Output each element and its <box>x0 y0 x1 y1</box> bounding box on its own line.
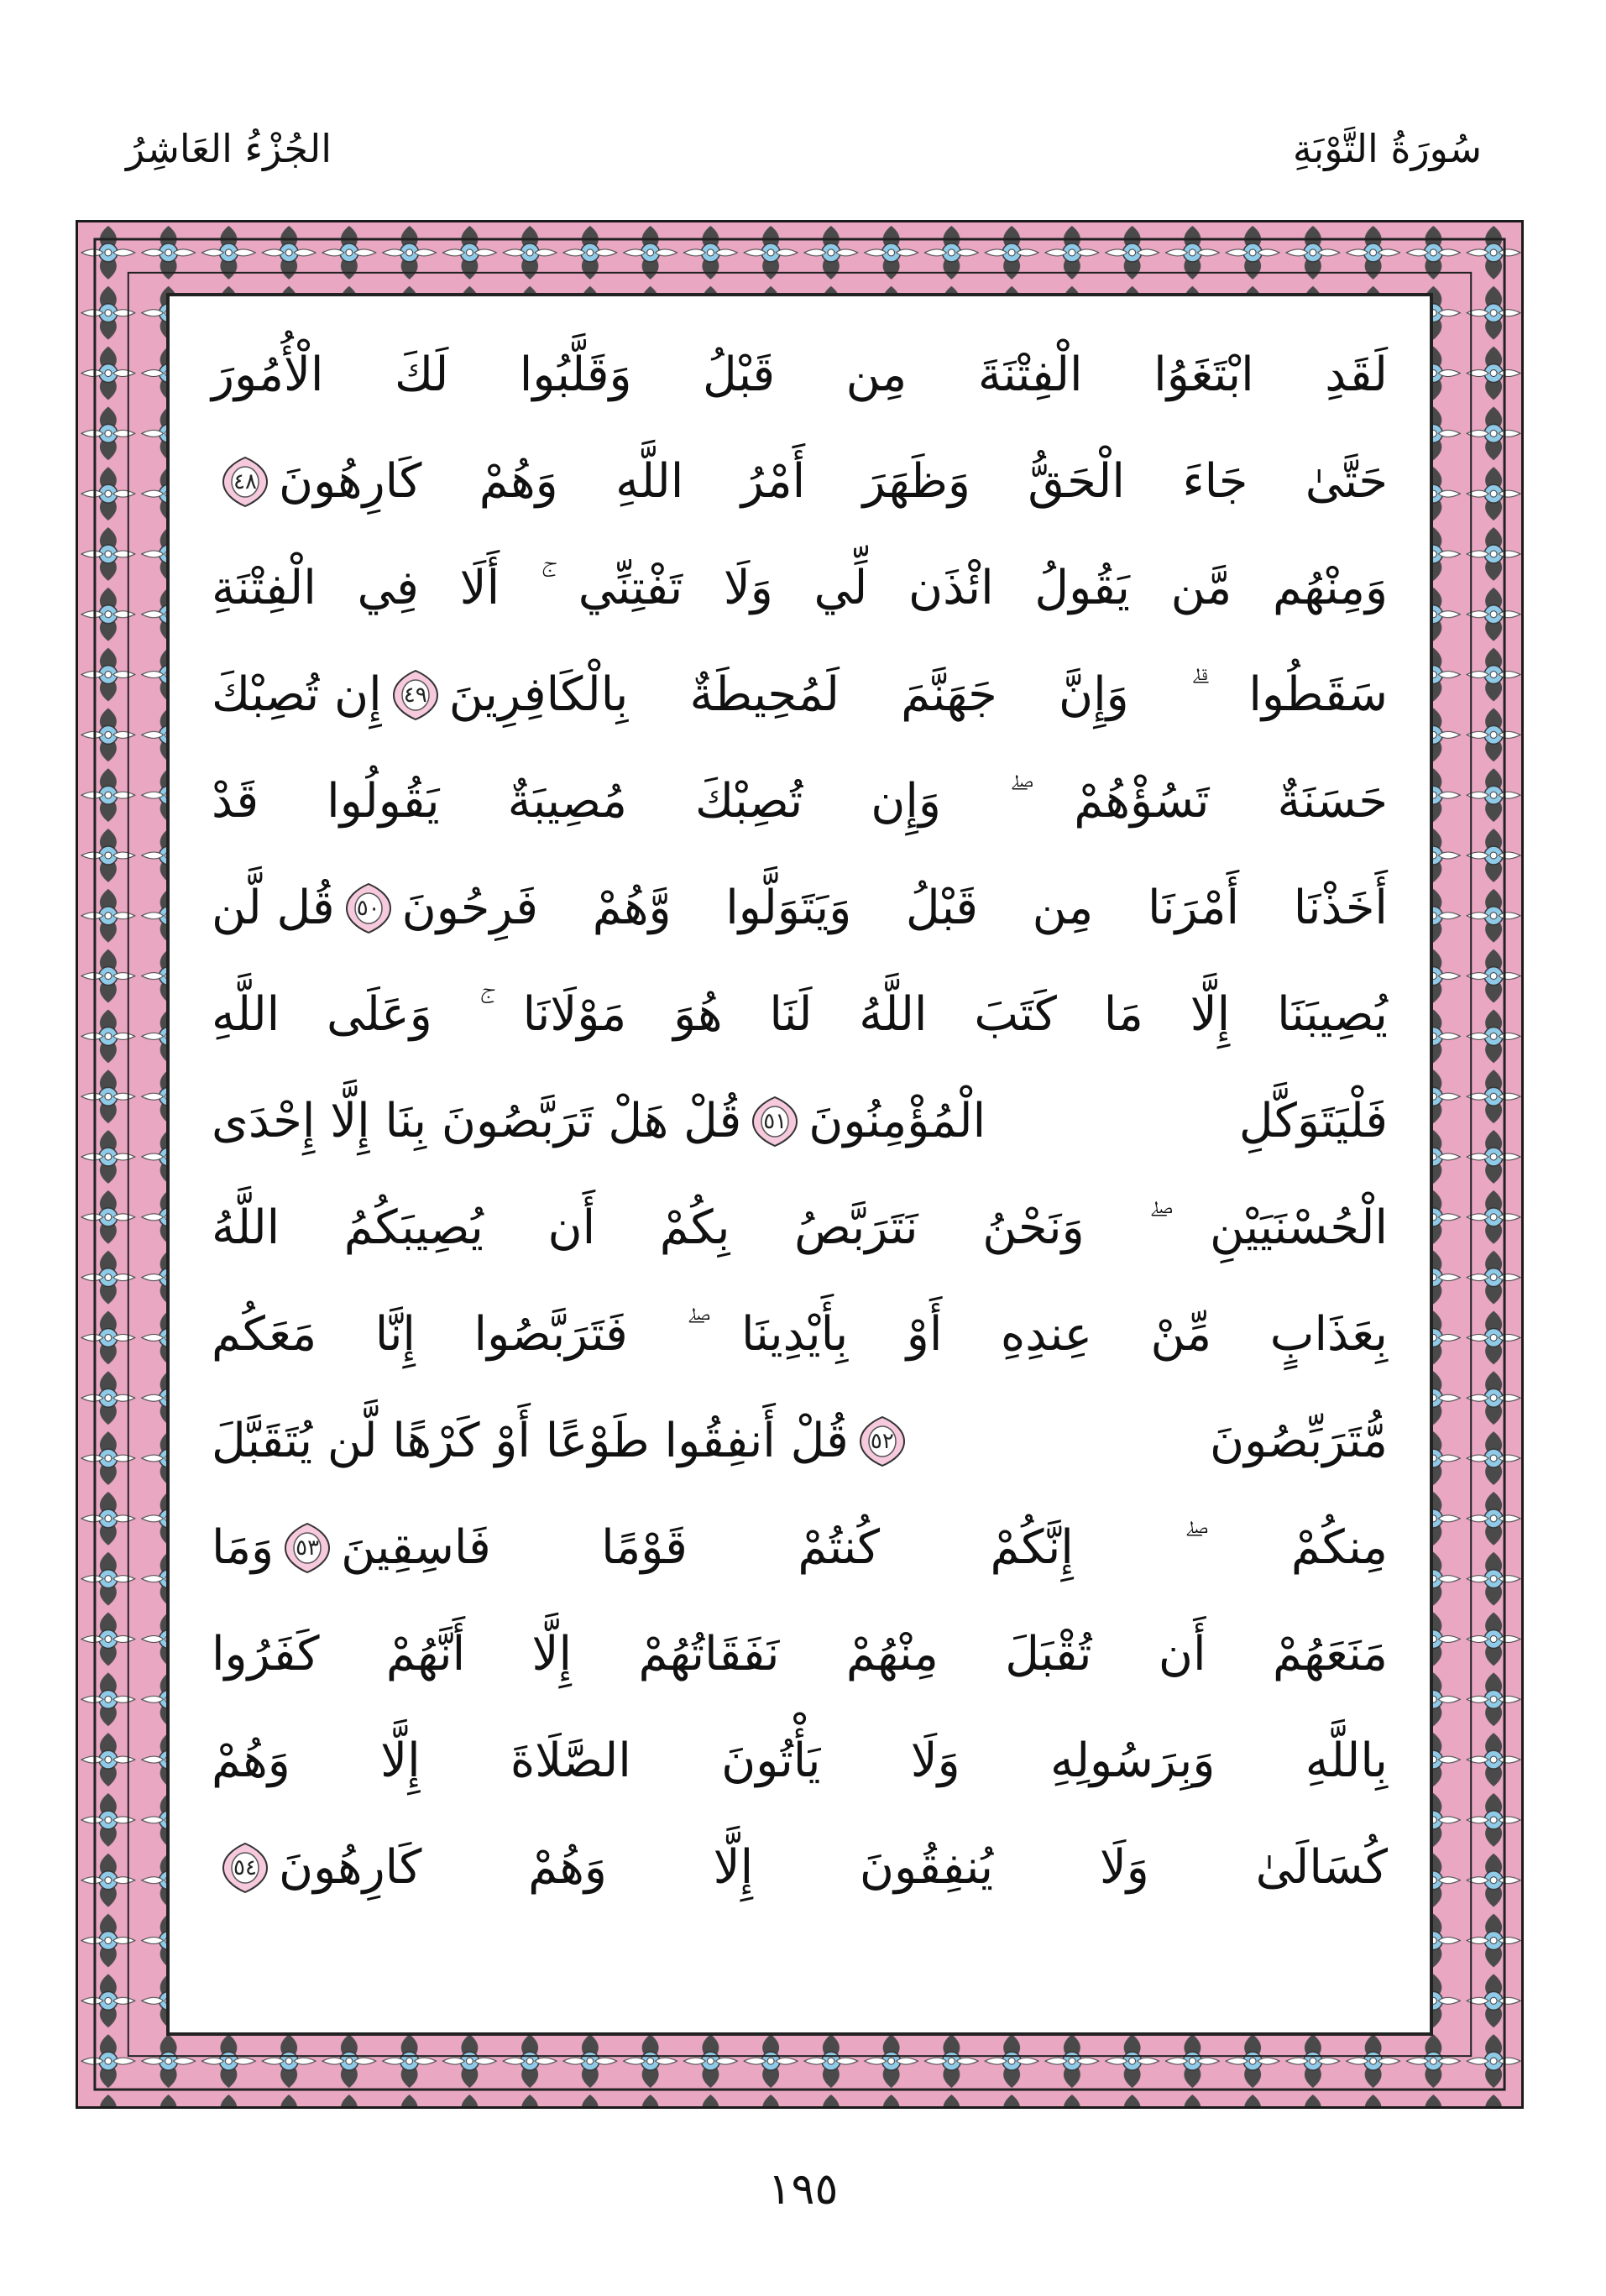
verse-line <box>212 1281 1388 1388</box>
surah-title: سُورَةُ التَّوْبَةِ <box>1292 126 1482 171</box>
verse-text: كُسَالَىٰ وَلَا يُنفِقُونَ إِلَّا وَهُمْ كَارِهُونَ <box>279 1840 1388 1895</box>
verse-text: مِنكُمْ ۖ إِنَّكُمْ كُنتُمْ قَوْمًا فَاسِقِينَ <box>341 1519 1388 1575</box>
verse-text: حَتَّىٰ جَاءَ الْحَقُّ وَظَهَرَ أَمْرُ اللَّهِ وَهُمْ كَارِهُونَ <box>279 454 1388 509</box>
verse-line <box>212 961 1388 1068</box>
ayah-marker-icon <box>390 669 441 721</box>
verse-line <box>212 641 1388 748</box>
verse-text-continued: قُلْ أَنفِقُوا طَوْعًا أَوْ كَرْهًا لَّن يُتَقَبَّلَ <box>212 1414 849 1468</box>
verse-text: وَمِنْهُم مَّن يَقُولُ ائْذَن لِّي وَلَا تَفْتِنِّي ۚ أَلَا فِي الْفِتْنَةِ <box>212 560 1388 615</box>
juz-title: الجُزْءُ العَاشِرُ <box>126 126 332 171</box>
verse-line <box>212 1068 1388 1174</box>
verse-text: سَقَطُوا ۗ وَإِنَّ جَهَنَّمَ لَمُحِيطَةٌ بِالْكَافِرِينَ <box>448 667 1388 722</box>
verse-line <box>212 1601 1388 1708</box>
verse-text-continued: قُلْ هَلْ تَرَبَّصُونَ بِنَا إِلَّا إِحْدَى <box>212 1094 742 1148</box>
verse-line <box>212 322 1388 428</box>
verse-text: أَخَذْنَا أَمْرَنَا مِن قَبْلُ وَيَتَوَلَّوا وَّهُمْ فَرِحُونَ <box>401 881 1388 935</box>
ayah-marker-icon <box>282 1522 332 1574</box>
verse-text: فَلْيَتَوَكَّلِ الْمُؤْمِنُونَ <box>808 1094 1388 1148</box>
ayah-number: ٤٩ <box>403 682 427 708</box>
text-panel <box>166 293 1433 2036</box>
verse-line <box>212 855 1388 961</box>
verse-text-continued: إِن تُصِبْكَ <box>212 667 382 722</box>
verse-text: لَقَدِ ابْتَغَوُا الْفِتْنَةَ مِن قَبْلُ وَقَلَّبُوا لَكَ الْأُمُورَ <box>212 348 1388 402</box>
verse-text: حَسَنَةٌ تَسُؤْهُمْ ۖ وَإِن تُصِبْكَ مُصِيبَةٌ يَقُولُوا قَدْ <box>212 773 1388 829</box>
verse-lines <box>212 322 1388 2007</box>
verse-text: الْحُسْنَيَيْنِ ۖ وَنَحْنُ نَتَرَبَّصُ بِكُمْ أَن يُصِيبَكُمُ اللَّهُ <box>212 1200 1388 1255</box>
verse-text: مَنَعَهُمْ أَن تُقْبَلَ مِنْهُمْ نَفَقَاتُهُمْ إِلَّا أَنَّهُمْ كَفَرُوا <box>212 1627 1388 1681</box>
verse-line <box>212 748 1388 855</box>
verse-text: يُصِيبَنَا إِلَّا مَا كَتَبَ اللَّهُ لَنَا هُوَ مَوْلَانَا ۚ وَعَلَى اللَّهِ <box>212 986 1388 1042</box>
ayah-marker-icon <box>220 1842 270 1894</box>
ayah-number: ٥٢ <box>870 1428 894 1454</box>
verse-line <box>212 428 1388 535</box>
ayah-marker-icon <box>343 882 394 934</box>
ayah-number: ٥٤ <box>233 1854 257 1880</box>
verse-line <box>212 1388 1388 1494</box>
ayah-number: ٥٣ <box>296 1535 320 1561</box>
verse-line <box>212 535 1388 641</box>
ornamental-border <box>76 220 1524 2109</box>
verse-line <box>212 1494 1388 1601</box>
verse-text: بِعَذَابٍ مِّنْ عِندِهِ أَوْ بِأَيْدِينَا ۖ فَتَرَبَّصُوا إِنَّا مَعَكُم <box>212 1306 1388 1362</box>
ayah-number: ٥١ <box>763 1108 787 1134</box>
ayah-number: ٤٨ <box>233 468 257 494</box>
verse-text-continued: وَمَا <box>212 1520 275 1575</box>
verse-text: بِاللَّهِ وَبِرَسُولِهِ وَلَا يَأْتُونَ الصَّلَاةَ إِلَّا وَهُمْ <box>212 1734 1388 1788</box>
verse-line <box>212 1814 1388 1921</box>
ayah-marker-icon <box>750 1096 800 1148</box>
verse-line <box>212 1174 1388 1281</box>
ayah-marker-icon <box>220 456 270 508</box>
ayah-number: ٥٠ <box>356 895 380 921</box>
verse-text-continued: قُل لَّن <box>212 881 335 935</box>
verse-line <box>212 1708 1388 1814</box>
verse-text: مُّتَرَبِّصُونَ <box>1210 1414 1388 1468</box>
page-number: ١٩٥ <box>767 2164 839 2215</box>
ayah-marker-icon <box>857 1415 908 1467</box>
